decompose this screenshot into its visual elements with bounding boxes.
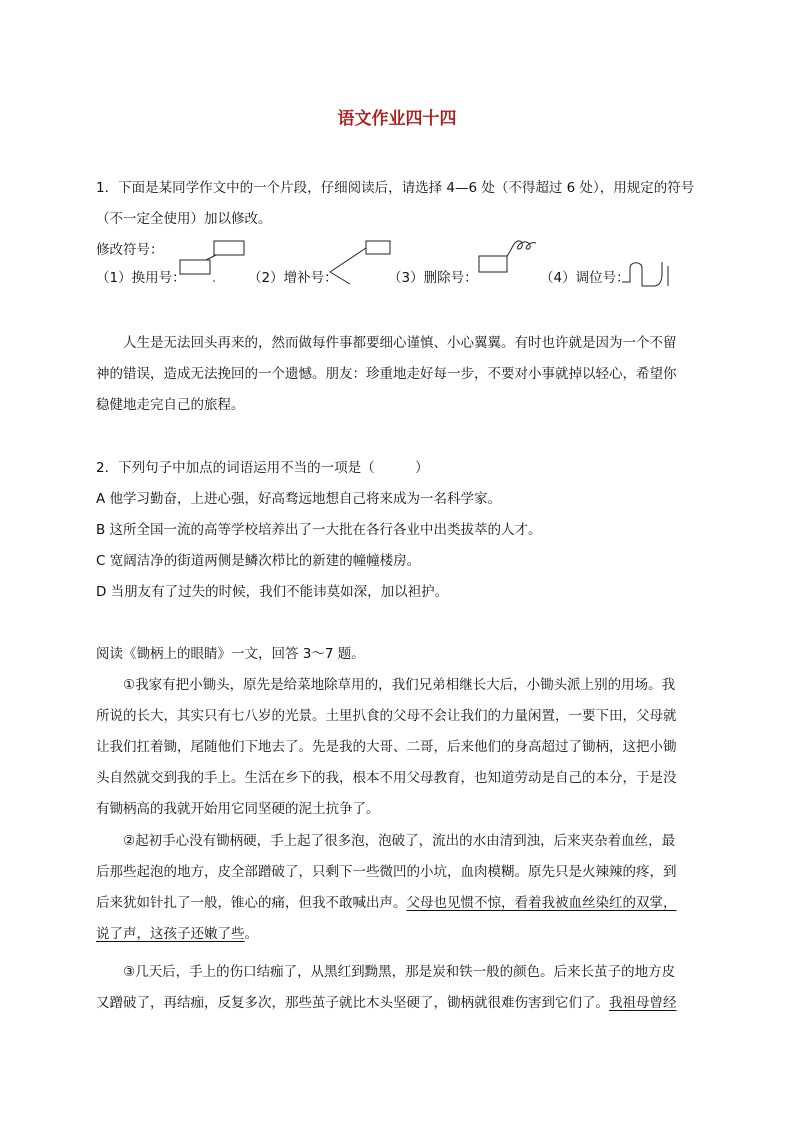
symbol-delete-label: （3）删除号： [388, 270, 478, 286]
q2-option-c: C 宽阔洁净的街道两侧是鳞次栉比的新建的幢幢楼房。 [96, 553, 421, 569]
symbol-insert-label: （2）增补号： [248, 270, 338, 286]
passage-p2-line-3 [96, 891, 708, 911]
passage-p1-line-1: ①我家有把小锄头，原先是给菜地除草用的，我们兄弟相继长大后，小锄头派上别的用场。我 [123, 677, 676, 693]
passage-p3-line-2 [96, 991, 708, 1011]
symbol-replace-label: （1）换用号： [96, 270, 186, 286]
passage-p3-line-1: ③几天后，手上的伤口结痂了，从黑红到黝黑，那是炭和铁一般的颜色。后来长茧子的地方皮 [123, 964, 676, 980]
passage-p1-line-2: 所说的长大，其实只有七八岁的光景。土里扒食的父母不会让我们的力量闲置，一要下田，父母就 [96, 708, 677, 724]
q1-paragraph-line-2: 神的错误，造成无法挽回的一个遗憾。朋友：珍重地走好每一步，不要对小事就掉以轻心，希望你 [96, 366, 677, 382]
q1-paragraph-line-1: 人生是无法回头再来的，然而做每件事都要细心谨慎、小心翼翼。有时也许就是因为一个不留 [123, 335, 677, 351]
q2-option-b: B 这所全国一流的高等学校培养出了一大批在各行各业中出类拔萃的人才。 [96, 522, 542, 538]
underlined-sentence-part-3: 我祖母曾经 [609, 995, 677, 1011]
passage-p2-line-2: 后那些起泡的地方，皮全部蹭破了，只剩下一些微凹的小坑，血肉模糊。原先只是火辣辣的疼，到 [96, 864, 677, 880]
passage-p1-line-3: 让我们扛着锄，尾随他们下地去了。先是我的大哥、二哥，后来他们的身高超过了锄柄，这把小锄 [96, 739, 677, 755]
replace-mark-icon [178, 238, 248, 286]
delete-mark-icon [476, 236, 544, 278]
q1-line-2: （不一定全使用）加以修改。 [96, 211, 272, 227]
symbols-label: 修改符号： [96, 242, 164, 258]
page-title: 语文作业四十四 [337, 109, 457, 129]
passage-p2-line-3-text: 后来犹如针扎了一般，锥心的痛，但我不敢喊出声。 [96, 895, 407, 911]
underlined-sentence-part-2: 说了声，这孩子还嫩了些 [96, 926, 245, 942]
passage-p2-line-1: ②起初手心没有锄柄硬，手上起了很多泡，泡破了，流出的水由清到浊，后来夹杂着血丝，最 [123, 833, 676, 849]
underlined-sentence-part-1: 父母也见惯不惊，看着我被血丝染红的双掌， [406, 895, 677, 911]
q2-stem: 2．下列句子中加点的词语运用不当的一项是（ ） [96, 460, 429, 476]
passage-p1-line-4: 头自然就交到我的手上。生活在乡下的我，根本不用父母教育，也知道劳动是自己的本分，于是没 [96, 770, 677, 786]
swap-mark-icon [620, 260, 676, 290]
q1-line-1: 1．下面是某同学作文中的一个片段，仔细阅读后，请选择 4—6 处（不得超过 6 处），用规定的符号 [96, 180, 695, 196]
passage-p1-line-5: 有锄柄高的我就开始用它同坚硬的泥土抗争了。 [96, 801, 380, 817]
q1-paragraph-line-3: 稳健地走完自己的旅程。 [96, 397, 245, 413]
reading-intro: 阅读《锄柄上的眼睛》一文，回答 3～7 题。 [96, 646, 365, 662]
passage-p2-line-4-tail: 。 [244, 926, 258, 942]
passage-p3-line-2-text: 又蹭破了，再结痂，反复多次，那些茧子就比木头坚硬了，锄柄就很难伤害到它们了。 [96, 995, 609, 1011]
symbol-swap-label: （4）调位号： [540, 270, 630, 286]
insert-mark-icon [328, 238, 392, 286]
passage-p2-line-4 [96, 922, 708, 942]
q2-option-a: A 他学习勤奋，上进心强，好高骛远地想自己将来成为一名科学家。 [96, 491, 502, 507]
q2-option-d: D 当朋友有了过失的时候，我们不能讳莫如深，加以袒护。 [96, 584, 449, 600]
